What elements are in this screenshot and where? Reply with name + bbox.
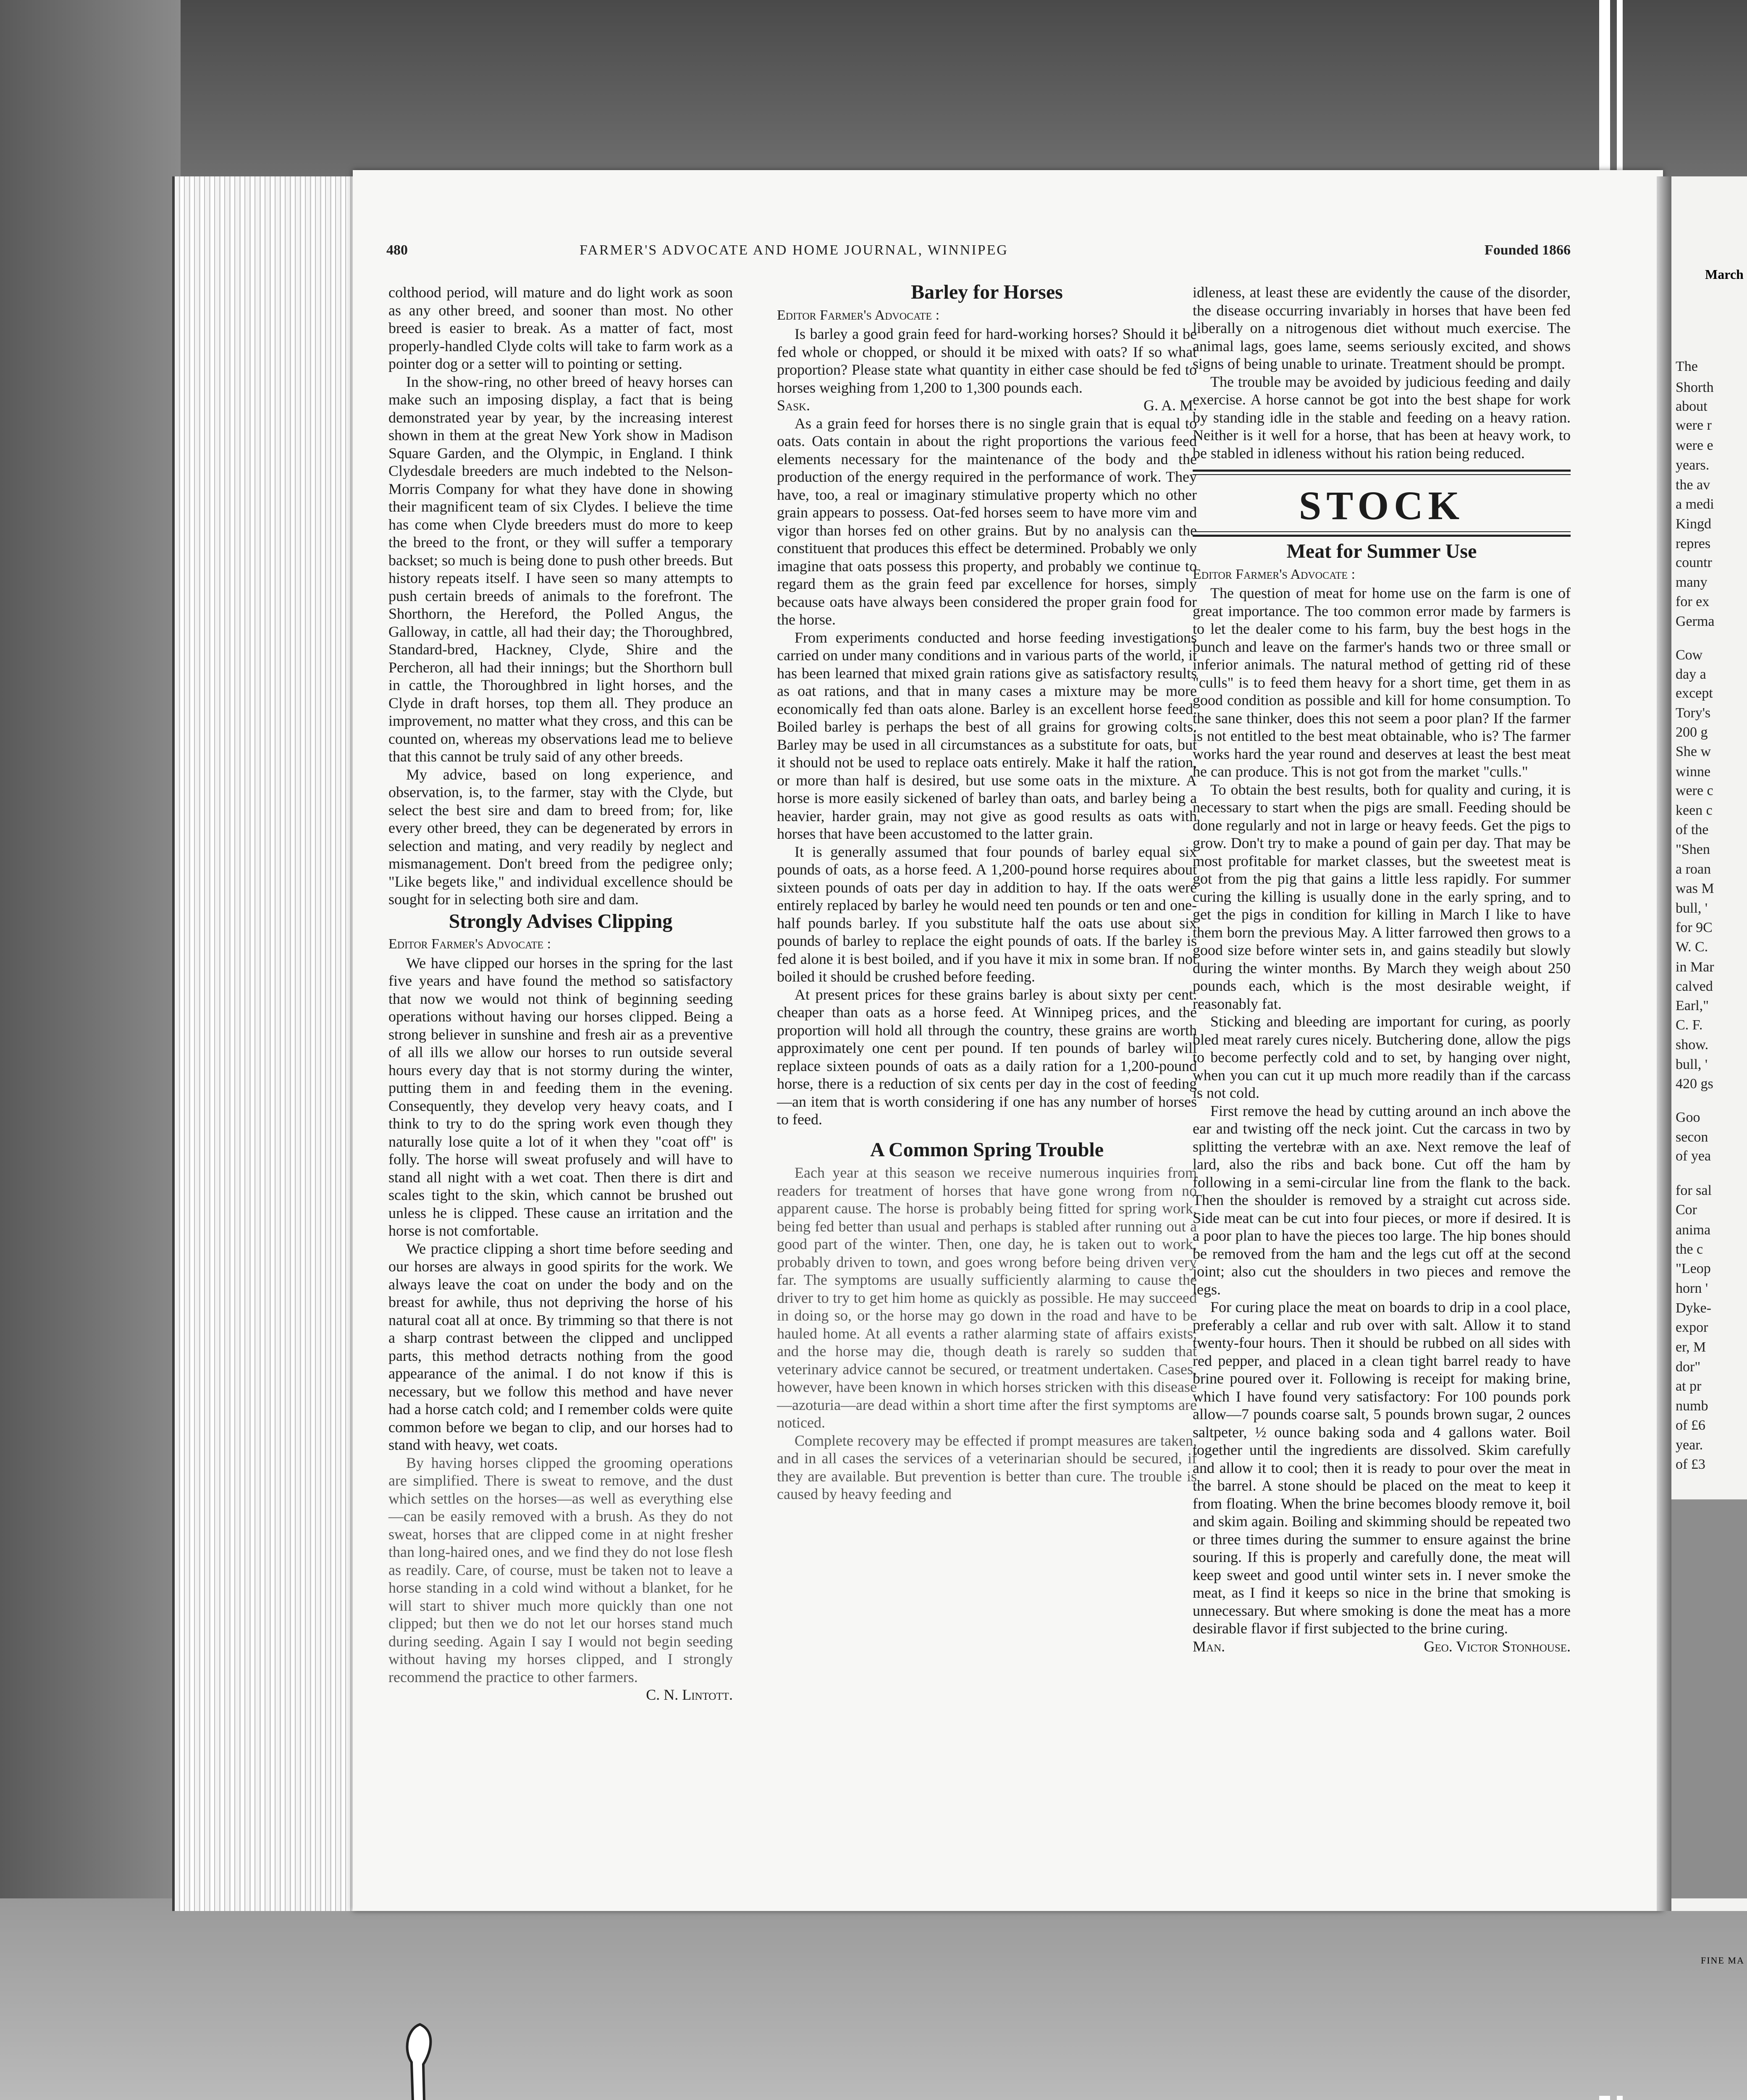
- column-right: [1193, 284, 1571, 1655]
- running-head: [353, 242, 1663, 263]
- facing-page-line: was M: [1676, 881, 1714, 896]
- paragraph: The question of meat for home use on the farm is one of great importance. The too common error made by farmers is to let the dealer come to his farm, buy the best hogs in the bunch and leave on the farmer's hands two or three small or inferior animals. The natural method of getting rid of these "culls" is to feed them heavy for a short time, get them in as good condition as possible and kill for home consumption. To the sane thinker, does this not seem a poor plan? If the farmer is not entitled to the best meat obtainable, who is? The farmer works hard the year round and deserves at least the best meat he can produce. This is not got from the market "culls.": [1193, 585, 1571, 780]
- facing-page-line: 420 gs: [1676, 1076, 1713, 1092]
- facing-page-line: many: [1676, 575, 1708, 590]
- facing-page-line: C. F.: [1676, 1017, 1703, 1033]
- facing-page-line: a roan: [1676, 861, 1711, 877]
- facing-page-line: keen c: [1676, 803, 1713, 818]
- author-signature: Geo. Victor Stonhouse.: [1424, 1638, 1571, 1655]
- facing-page-line: expor: [1676, 1320, 1708, 1335]
- facing-page-line: Kingd: [1676, 516, 1711, 532]
- facing-page-line: The: [1676, 359, 1698, 374]
- facing-page-header: March: [1705, 267, 1744, 282]
- paragraph: The trouble may be avoided by judicious feeding and daily exercise. A horse cannot be got into the best shape for work by standing idle in the stable and feeding on a heavy ration. Neither is it well for a horse, that has been at heavy work, to be stabled in idleness without his ration being reduced.: [1193, 373, 1571, 462]
- facing-page-line: the c: [1676, 1242, 1703, 1257]
- editor-salutation: Editor Farmer's Advocate :: [777, 307, 940, 323]
- facing-page-line: Dyke-: [1676, 1300, 1711, 1316]
- facing-page-line: calved: [1676, 979, 1713, 994]
- editor-salutation: Editor Farmer's Advocate :: [1193, 566, 1356, 582]
- paragraph: Complete recovery may be effected if prompt measures are taken, and in all cases the services of a veterinarian should be secured, if they are available. But prevention is better than cure. The trouble is caused by heavy feeding and: [777, 1432, 1197, 1502]
- facing-page-line: Tory's: [1676, 705, 1711, 721]
- signature-line: [388, 1686, 733, 1704]
- section-rule: [1193, 470, 1571, 475]
- facing-page-line: winne: [1676, 764, 1711, 780]
- facing-page-line: Germa: [1676, 614, 1715, 629]
- facing-page-line: dor": [1676, 1359, 1701, 1375]
- author-place: Man.: [1193, 1638, 1225, 1655]
- facing-page-line: "Shen: [1676, 842, 1710, 857]
- facing-page-line: Cow: [1676, 647, 1703, 663]
- article-title-barley: Barley for Horses: [911, 281, 1063, 303]
- page-clip-icon: [403, 2024, 441, 2100]
- facing-page-line: of £3: [1676, 1457, 1705, 1472]
- editor-salutation: Editor Farmer's Advocate :: [388, 936, 551, 952]
- paragraph: By having horses clipped the grooming operations are simplified. There is sweat to remove, and the dust which settles on the horses—as well as everything else—can be easily removed with a brush. As they do not sweat, horses that are clipped come in at night fresher than long-haired ones, and we find they do not lose flesh as readily. Care, of course, must be taken not to leave a horse standing in a cold wind without a blanket, for he will start to shiver much more quickly than one not clipped; but then we do not let our horses stand much during seeding. Again I say I would not begin seeding without having my horses clipped, and I strongly recommend the practice to other farmers.: [388, 1454, 733, 1685]
- article-title-clipping: Strongly Advises Clipping: [449, 910, 673, 932]
- facing-page-photo: [1671, 1499, 1747, 1898]
- facing-page-caption: FINE MA: [1701, 1955, 1744, 1966]
- paragraph: My advice, based on long experience, and observation, is, to the farmer, stay with the Clyde, but select the best sire and dam to breed from; for, like every other breed, they can be degenerated by errors in selection and mating, and very readily by neglect and mismanagement. Don't breed from the pedigree only; "Like begets like," and individual excellence should be sought for in selecting both sire and dam.: [388, 766, 733, 908]
- facing-page-line: repres: [1676, 536, 1711, 551]
- section-heading-stock: STOCK: [1298, 483, 1465, 528]
- facing-page-line: were e: [1676, 438, 1713, 453]
- facing-page-line: a medi: [1676, 496, 1714, 512]
- query-place: Sask.: [777, 397, 811, 414]
- facing-page-line: except: [1676, 685, 1713, 701]
- facing-page-line: She w: [1676, 744, 1711, 759]
- journal-page: [353, 170, 1663, 1911]
- facing-page-line: Shorth: [1676, 380, 1714, 395]
- facing-page-line: for sal: [1676, 1183, 1712, 1198]
- paragraph: First remove the head by cutting around an inch above the ear and twisting off the neck joint. Cut the carcass in two by splitting the vertebræ with an axe. Next remove the leaf of lard, also the ribs and back bone. Cut off the ham by following in a semi-circular line from the flank to the back. Then the shoulder is removed by a straight cut across side. Side meat can be cut into four pieces, or more if desired. It is a poor plan to have the pieces too large. The hip bones should be removed from the ham and the legs cut off at the second joint; also cut the shoulders in two pieces and remove the legs.: [1193, 1102, 1571, 1298]
- facing-page-line: were c: [1676, 783, 1713, 798]
- paragraph: In the show-ring, no other breed of heavy horses can make such an imposing display, a fact that is being demonstrated year by year, by the increasing interest shown in them at the great New York show in Madison Square Garden, and the Olympic, in England. I think Clydesdale breeders are much indebted to the Nelson-Morris Company for what they have done in showing their magnificent team of six Clydes. I believe the time has come when Clyde breeders must do more to keep the breed to the front, or they will suffer a temporary backset; so much is being done to push other breeds. But history repeats itself. I have seen so many attempts to push certain breeds of animals to the forefront. The Shorthorn, the Hereford, the Polled Angus, the Galloway, in cattle, all had their day; the Thoroughbred, Standard-bred, Hackney, Clyde, Shire and the Percheron, all had their innings; but the Shorthorn bull in cattle, the Thoroughbred in light horses, and the Clyde in draft horses, top them all. They produce an improvement, no matter what they cross, and this can be counted on, whereas my observations lead me to believe that this cannot be truly said of any other breeds.: [388, 373, 733, 765]
- facing-page-line: bull, ': [1676, 1057, 1708, 1072]
- paragraph: Each year at this season we receive numerous inquiries from readers for treatment of horses that have gone wrong from no apparent cause. The horse is probably being fitted for spring work, being fed better than usual and perhaps is stabled after running out a good part of the winter. Then, one day, he is taken out to work, probably driven to town, and goes wrong before being driven very far. The symptoms are usually sufficiently alarming to cause the driver to try to get him home as quickly as possible. He may succeed in doing so, or the horse may go down in the road and have to be hauled home. At all events a rather alarming state of affairs exists, and the horse may die, though death is rarely so sudden that veterinary advice cannot be secured, or treatment undertaken. Cases, however, have been known in which horses stricken with this disease—azoturia—are dead within a short time after the first symptoms are noticed.: [777, 1164, 1197, 1431]
- facing-page-line: about: [1676, 399, 1708, 414]
- facing-page-line: of the: [1676, 822, 1709, 837]
- article-title-spring-trouble: A Common Spring Trouble: [870, 1138, 1104, 1161]
- facing-page-line: 200 g: [1676, 724, 1708, 740]
- facing-page-line: for 9C: [1676, 920, 1713, 935]
- facing-page-line: Goo: [1676, 1110, 1700, 1125]
- facing-page-line: countr: [1676, 555, 1712, 570]
- facing-page-line: of £6: [1676, 1418, 1705, 1433]
- facing-page-line: were r: [1676, 417, 1712, 433]
- paragraph: idleness, at least these are evidently the cause of the disorder, the disease occurring invariably in horses that have been fed liberally on a nitrogenous diet without much exercise. The animal lags, goes lame, seems seriously excited, and shows signs of being unable to urinate. Treatment should be prompt.: [1193, 284, 1571, 372]
- query-signature-line: [777, 396, 1197, 415]
- facing-page-line: W. C.: [1676, 939, 1708, 955]
- paragraph: Is barley a good grain feed for hard-working horses? Should it be fed whole or chopped, or should it be mixed with oats? If so what proportion? Please state what quantity in either case should be fed to horses weighing from 1,200 to 1,300 pounds each.: [777, 326, 1197, 396]
- scan-background-bottom: [0, 1898, 1747, 2100]
- facing-page-fragment: [1671, 176, 1747, 1966]
- paragraph: We have clipped our horses in the spring for the last five years and have found the method so satisfactory that now we would not think of beginning seeding operations without having our horses clipped. Being a strong believer in sunshine and fresh air as a preventive of all ills we allow our horses to run outside several hours every day that is not stormy during the winter, putting them in and feeding them in the evening. Consequently, they develop very heavy coats, and I think to try to do the spring work even though they naturally lose quite a lot of it when they "coat off" is folly. The horse will sweat profusely and will have to stand all night with a wet coat. Then there is dirt and scales tight to the skin, which cannot be brushed out unless he is clipped. These cause an irritation and the horse is not comfortable.: [388, 954, 733, 1239]
- author-signature: C. N. Lintott.: [646, 1686, 733, 1703]
- facing-page-line: year.: [1676, 1437, 1703, 1453]
- scan-background-left: [0, 0, 181, 2100]
- article-title-meat: Meat for Summer Use: [1286, 540, 1477, 562]
- facing-page-line: er, M: [1676, 1339, 1706, 1355]
- paragraph: At present prices for these grains barley is about sixty per cent. cheaper than oats as a horse feed. At Winnipeg prices, and the proportion will hold all through the country, these grains are worth approximately one cent per pound. If ten pounds of barley will replace sixteen pounds of oats as a daily ration for a 1,200-pound horse, there is a reduction of six cents per day in the cost of feeding—an item that is worth considering if one has any number of horses to feed.: [777, 986, 1197, 1128]
- facing-page-line: numb: [1676, 1398, 1708, 1414]
- scan-glare-bar: [1599, 2096, 1610, 2100]
- column-left: [388, 284, 733, 1704]
- facing-page-line: secon: [1676, 1129, 1708, 1145]
- scan-background-top: [0, 0, 1747, 176]
- facing-page-line: of yea: [1676, 1148, 1711, 1164]
- paragraph: It is generally assumed that four pounds of barley equal six pounds of oats, as a horse feed. A 1,200-pound horse requires about sixteen pounds of oats per day in addition to hay. If the oats were entirely replaced by barley he would need ten pounds or ten and one-half pounds barley. If you substitute half the oats use about six pounds of barley to replace the eight pounds of oats. If the barley is fed alone it is best boiled, and if you have it mix in some bran. If not boiled it should be crushed before feeding.: [777, 843, 1197, 985]
- facing-page-line: day a: [1676, 667, 1706, 682]
- paragraph: As a grain feed for horses there is no single grain that is equal to oats. Oats contain in about the right proportions the various feed elements necessary for the maintenance of the body and the production of the energy required in the performance of work. They have, too, a real or imaginary stimulative property which no other grain appears to possess. Oat-fed horses seem to have more vim and vigor than horses fed on other grains. But by no analysis can the constituent that produces this effect be determined. Probably we only imagine that oats possess this property, and probably we continue to regard them as the grain feed par excellence for horses, simply because oats have always been considered the proper grain food for the horse.: [777, 415, 1197, 628]
- book-page-edges: [172, 176, 355, 1911]
- signature-line: [1193, 1638, 1571, 1656]
- facing-page-line: bull, ': [1676, 900, 1708, 916]
- facing-page-line: show.: [1676, 1037, 1709, 1053]
- paragraph: We practice clipping a short time before seeding and our horses are always in good spirits for the work. We always leave the coat on under the body and on the breast for awhile, thus not depriving the horse of his natural coat all at once. By trimming so that there is not a sharp contrast between the clipped and unclipped parts, this method detracts nothing from the good appearance of the animal. I do not know if this is necessary, but we follow this method and have never had a horse catch cold; and I remember colds were quite common before we began to clip, and our horses had to stand with heavy, wet coats.: [388, 1240, 733, 1453]
- facing-page-line: horn ': [1676, 1281, 1708, 1296]
- facing-page-line: for ex: [1676, 594, 1710, 609]
- scan-glare-bar: [1617, 2096, 1623, 2100]
- section-rule: [1193, 531, 1571, 537]
- founded-note: Founded 1866: [1485, 242, 1571, 258]
- paragraph: Sticking and bleeding are important for curing, as poorly bled meat rarely cures nicely. Butchering done, allow the pigs to become perfectly cold and to set, by hanging over night, when you can cut it up much more readily than if the carcass is not cold.: [1193, 1013, 1571, 1101]
- facing-page-line: years.: [1676, 457, 1710, 473]
- facing-page-line: Earl,": [1676, 998, 1709, 1013]
- paragraph: To obtain the best results, both for quality and curing, it is necessary to start when the pigs are small. Feeding should be done regularly and not in large or heavy feeds. Get the pigs to grow. Don't try to make a pound of gain per day. That may be most profitable for market classes, but the sweetest meat is got from the pig that gains a little less rapidly. For summer curing the killing is usually done in the early spring, and to get the pigs in condition for killing in March I like to have them born the previous May. A litter farrowed then grows to a good size before winter sets in, and gains steadily but slowly during the winter months. By March they weigh about 250 pounds each, which is the most desirable weight, if reasonably fat.: [1193, 781, 1571, 1012]
- facing-page-line: anima: [1676, 1222, 1711, 1238]
- book-gutter: [1657, 176, 1671, 1911]
- facing-page-line: at pr: [1676, 1378, 1702, 1394]
- paragraph: colthood period, will mature and do light work as soon as any other breed, and sooner than most. No other breed is easier to break. As a matter of fact, most properly-handled Clyde colts will take to farm work as a pointer dog or a setter will to pointing or setting.: [388, 284, 733, 372]
- paragraph: For curing place the meat on boards to drip in a cool place, preferably a cellar and rub over with salt. Allow it to stand twenty-four hours. Then it should be rubbed on all sides with red pepper, and placed in a clean tight barrel ready to have brine poured over it. Following is receipt for making brine, which I have found very satisfactory: For 100 pounds pork allow—7 pounds coarse salt, 5 pounds brown sugar, 2 ounces saltpeter, ½ ounce baking soda and 4 gallons water. Boil together until the ingredients are dissolved. Skim carefully and allow it to cool; then it is ready to pour over the meat in the barrel. A stone should be placed on the meat to keep it from floating. When the brine becomes bloody remove it, boil and skim again. Boiling and skimming should be repeated two or three times during the summer to ensure against the brine souring. If this is properly and carefully done, the meat will keep sweet and good until winter sets in. I never smoke the meat, as I find it keeps so nice in the brine that smoking is unnecessary. But where smoking is done the meat has a more desirable flavor if first subjected to the brine curing.: [1193, 1299, 1571, 1637]
- journal-title: FARMER'S ADVOCATE AND HOME JOURNAL, WINNIPEG: [580, 242, 1008, 258]
- column-middle: [777, 281, 1197, 1503]
- paragraph: From experiments conducted and horse feeding investigations carried on under many conditions and in various parts of the world, it has been learned that mixed grain rations give as satisfactory results as oat rations, and that in many cases a mixture may be more economically fed than oats alone. Barley is an excellent horse feed. Boiled barley is perhaps the best of all grains for growing colts. Barley may be used in all circumstances as a substitute for oats, but it should not be used to replace oats entirely. Make it half the ration, or more than half is desired, but use some oats in the mixture. A horse is more easily sickened of barley than oats, and barley being a heavier, harder grain, may not give as good results as oats with horses that have been accustomed to the latter grain.: [777, 629, 1197, 842]
- facing-page-line: "Leop: [1676, 1261, 1711, 1276]
- facing-page-line: the av: [1676, 477, 1710, 493]
- facing-page-line: Cor: [1676, 1202, 1697, 1218]
- page-number: 480: [386, 242, 408, 258]
- query-initials: G. A. M.: [1143, 397, 1197, 414]
- facing-page-line: in Mar: [1676, 959, 1714, 975]
